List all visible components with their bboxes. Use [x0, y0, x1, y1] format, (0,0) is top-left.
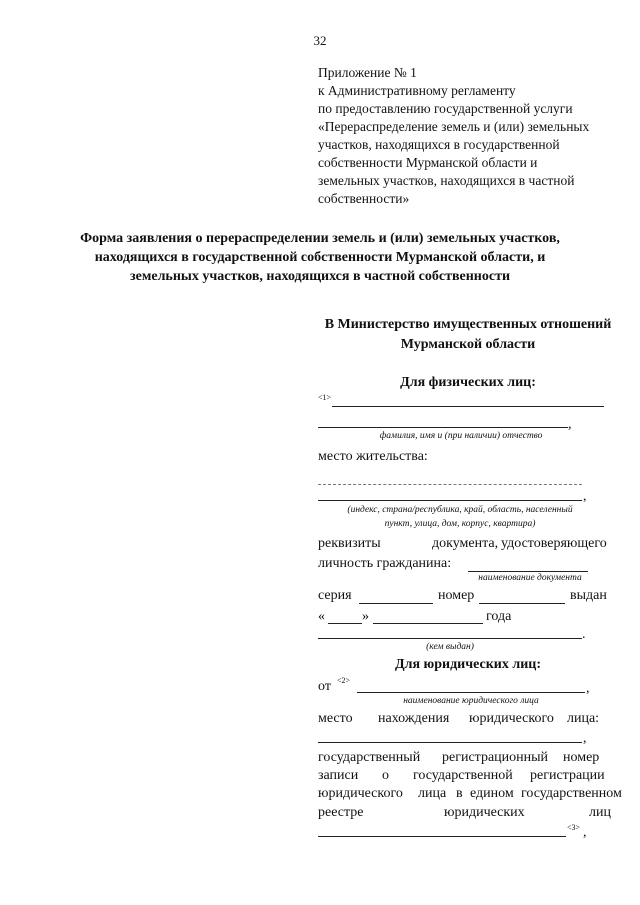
appendix-line: к Административному регламенту	[318, 83, 516, 98]
reg-word: реестре	[318, 805, 364, 820]
reg-word: едином	[470, 786, 514, 801]
number-label: номер	[438, 588, 475, 603]
issue-month-field[interactable]	[373, 623, 483, 624]
address-note: пункт, улица, дом, корпус, квартира)	[384, 519, 536, 529]
legal-name-field[interactable]	[357, 692, 585, 693]
reg-word: государственном	[521, 786, 622, 801]
reg-word: юридического	[318, 786, 403, 801]
reg-word: записи	[318, 768, 359, 783]
reg-word: регистрации	[530, 768, 605, 783]
comma: ,	[568, 417, 572, 432]
issued-by-field[interactable]	[318, 638, 582, 639]
residence-field-2[interactable]	[318, 500, 582, 501]
reg-word: номер	[563, 750, 600, 765]
addressee-line: В Министерство имущественных отношений	[324, 317, 612, 332]
appendix-line: земельных участков, находящихся в частной	[318, 173, 575, 188]
location-word: лица:	[567, 711, 600, 726]
comma: ,	[583, 489, 587, 504]
comma: ,	[586, 681, 590, 696]
residence-label: место жительства:	[318, 449, 428, 464]
period: .	[582, 627, 586, 642]
appendix-line: участков, находящихся в государственной	[318, 137, 560, 152]
appendix-line: «Перераспределение земель и (или) земельных	[318, 119, 590, 134]
applicant-name-field-2[interactable]	[318, 427, 568, 428]
legal-heading: Для юридических лиц:	[394, 657, 542, 672]
name-note: фамилия, имя и (при наличии) отчество	[379, 431, 543, 441]
id-document-field[interactable]	[468, 571, 588, 572]
reg-word: регистрационный	[442, 750, 549, 765]
year-label: года	[486, 609, 512, 624]
series-field[interactable]	[359, 603, 433, 604]
egrul-record-field[interactable]	[318, 836, 566, 837]
page-number: 32	[313, 33, 327, 48]
footnote-ref-2: <2>	[337, 676, 351, 685]
appendix-line: собственности»	[318, 191, 410, 206]
issued-label: выдан	[570, 588, 607, 603]
reg-word: лица	[418, 786, 447, 801]
form-title-line: Форма заявления о перераспределении земель и (или) земельных участков,	[80, 231, 560, 246]
comma: ,	[583, 731, 587, 746]
reg-word: о	[382, 768, 389, 783]
doc-name-note: наименование документа	[478, 573, 582, 583]
individuals-heading: Для физических лиц:	[400, 375, 536, 390]
legal-location-field[interactable]	[318, 742, 582, 743]
appendix-line: собственности Мурманской области и	[318, 155, 538, 170]
form-title-line: находящихся в государственной собственности Мурманской области, и	[94, 250, 546, 265]
reg-word: лиц	[589, 805, 611, 820]
issued-by-note: (кем выдан)	[426, 642, 474, 652]
open-quote: «	[318, 609, 325, 624]
address-note: (индекс, страна/республика, край, область, населенный	[347, 505, 573, 515]
reg-word: государственный	[318, 750, 421, 765]
location-word: нахождения	[378, 711, 450, 726]
reg-word: юридических	[444, 805, 525, 820]
close-quote: »	[362, 609, 369, 624]
location-word: юридического	[469, 711, 554, 726]
id-doc-word: реквизиты	[318, 536, 381, 551]
reg-word: в	[456, 786, 463, 801]
id-doc-word: документа,	[432, 536, 499, 551]
id-doc-label: личность гражданина:	[318, 556, 452, 571]
number-field[interactable]	[479, 603, 565, 604]
footnote-ref-3: <3>	[567, 823, 581, 832]
location-word: место	[318, 711, 353, 726]
from-label: от	[318, 679, 331, 694]
appendix-line: по предоставлению государственной услуги	[318, 101, 573, 116]
addressee-line: Мурманской области	[400, 337, 536, 352]
series-label: серия	[318, 588, 352, 603]
reg-word: государственной	[413, 768, 513, 783]
footnote-ref-1: <1>	[318, 393, 332, 402]
applicant-name-field-1[interactable]	[332, 406, 604, 407]
appendix-line: Приложение № 1	[318, 65, 417, 80]
residence-field-1[interactable]	[318, 484, 582, 485]
form-title-line: земельных участков, находящихся в частной собственности	[129, 269, 511, 284]
id-doc-word: удостоверяющего	[501, 536, 607, 551]
issue-day-field[interactable]	[328, 623, 362, 624]
legal-name-note: наименование юридического лица	[403, 696, 539, 706]
comma: ,	[583, 825, 587, 840]
